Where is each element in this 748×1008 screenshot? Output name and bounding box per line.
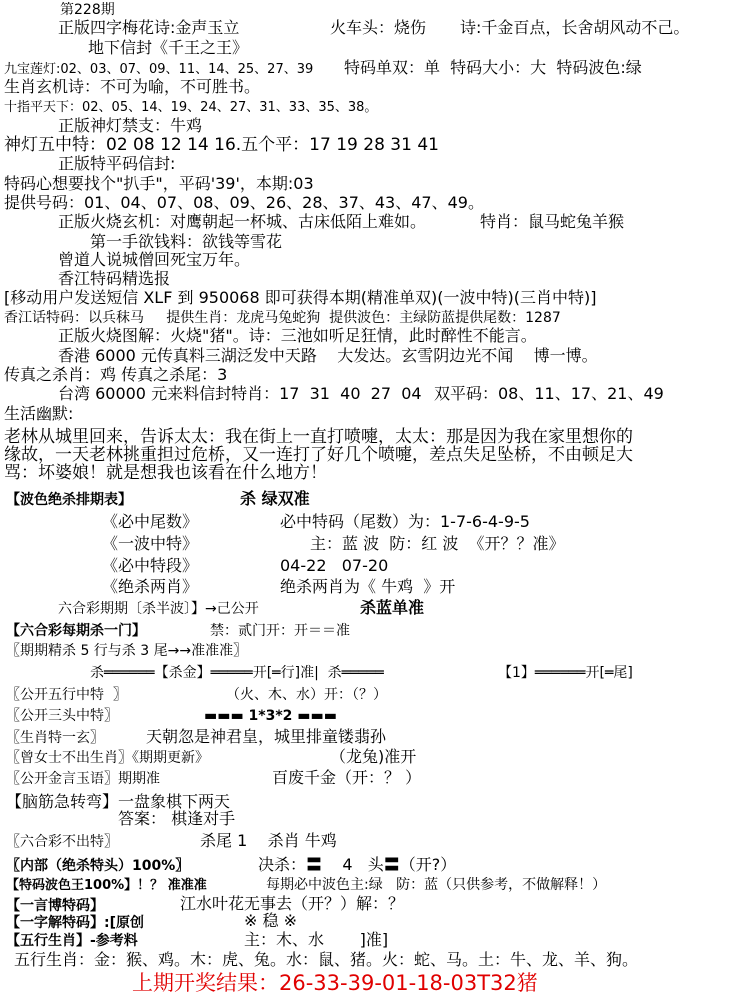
- zodiac-one-label: 〖生肖特一玄〗: [6, 730, 104, 746]
- god-lamp-five-numbers: 神灯五中特：02 08 12 14 16.五个平：17 19 28 31 41: [4, 135, 439, 155]
- internal-kill-label: 〖内部（绝杀特头）100%〗: [6, 858, 190, 874]
- five-element-zodiacs: 五行生肖：金：猴、鸡。木：虎、兔。水：鼠、猪。火：蛇、马。土：牛、龙、羊、狗。: [14, 950, 639, 969]
- zodiac-one-value: 天朝忽是神君皇，城里排童镂翡孙: [146, 727, 387, 746]
- special-code-hint: 特码心想要找个"扒手"，平码'39'，本期:03: [4, 174, 314, 193]
- golden-words-label: 〖公开金言玉语〗期期准: [6, 771, 160, 787]
- taoist-saying: 曾道人说城僧回死宝万年。: [58, 250, 251, 269]
- poem-text: 诗:千金百点，长舍胡风动不己。: [460, 18, 690, 37]
- sms-promo: [移动用户发送短信 XLF 到 950068 即可获得本期(精准单双)(一波中特)(三肖中特)]: [4, 288, 597, 307]
- public-three-label: 〖公开三头中特〗: [6, 708, 118, 724]
- special-envelope: 正版特平码信封:: [58, 154, 176, 173]
- kill-gate-value: 禁：贰门开：开＝＝准: [210, 623, 350, 639]
- madam-zeng-label: 〖曾女士不出生肖〗《期期更新》: [6, 750, 209, 766]
- humor-heading: 生活幽默:: [4, 404, 74, 423]
- one-word-value: 江水叶花无事去（开？）解：？: [180, 894, 405, 913]
- ten-fingers-numbers: 十指平天下：02、05、14、19、24、27、31、33、35、38。: [4, 100, 378, 115]
- humor-line-2: 缘故，一天老林挑重担过危桥，又一连打了好几个喷嚏，差点失足坠桥，不由顿足大: [4, 445, 633, 465]
- special-zodiacs: 特肖：鼠马蛇兔羊猴: [480, 212, 625, 231]
- madam-zeng-value: （龙兔)准开: [330, 747, 417, 766]
- provided-numbers: 提供号码：01、04、07、08、09、26、28、37、43、47、49。: [4, 193, 484, 212]
- public-three-value: ▬▬▬ 1*3*2 ▬▬▬: [204, 708, 337, 724]
- last-draw-result: 上期开奖结果：26-33-39-01-18-03T32猪: [132, 971, 538, 995]
- fire-mystery: 正版火烧玄机：对鹰朝起一杯城、古床低陌上难如。: [58, 212, 427, 231]
- half-wave-value: 杀蓝单准: [360, 598, 425, 617]
- one-wave-label: 《一波中特》: [102, 534, 199, 553]
- half-wave-label: 六合彩期期〔杀半波〕】→己公开: [58, 601, 259, 617]
- color-king-value: 每期必中波色主:绿 防：蓝（只供参考，不做解释！）: [266, 877, 607, 893]
- kill-two-label: 《绝杀两肖》: [102, 577, 199, 596]
- brain-teaser-answer: 答案： 棋逢对手: [118, 809, 236, 828]
- hongkong-special-talk: 香江话特码：以兵秣马 提供生肖：龙虎马兔蛇狗 提供波色：主绿防蓝提供尾数：1287: [4, 310, 561, 326]
- issue-number: 第228期: [60, 2, 115, 18]
- one-wave-value: 主：蓝 波 防：红 波 《开？？准》: [310, 534, 565, 553]
- five-elements-kill: 〖期期精杀 5 行与杀 3 尾→→准准准〗: [6, 643, 248, 659]
- one-char-value: ※ 稳 ※: [244, 911, 297, 930]
- brain-teaser: 【脑筋急转弯】一盘象棋下两天: [6, 792, 231, 811]
- five-zodiac-label: 【五行生肖】-参考料: [6, 933, 138, 949]
- humor-line-3: 骂：坏婆娘！就是想我也该看在什么地方！: [4, 463, 327, 483]
- kill-tail-line: 【1】══════开[═尾]: [498, 665, 633, 681]
- no-special-label: 〖六合彩不出特〗: [6, 834, 118, 850]
- taiwan-envelope: 台湾 60000 元来料信封特肖：17 31 40 27 04: [58, 384, 422, 403]
- kill-gold-line: 杀══════【杀金】═════开[═行]准| 杀═════: [90, 665, 384, 681]
- internal-kill-value: 决杀：〓 4 头〓（开?）: [258, 855, 457, 874]
- hongkong-fax: 香港 6000 元传真料三湖泛发中天路 大发达。玄雪阴边光不闻 博一博。: [58, 346, 598, 365]
- nine-lotus-lamp: 九宝莲灯:02、03、07、09、11、14、25、27、39: [4, 62, 314, 77]
- double-flat-numbers: 双平码：08、11、17、21、49: [434, 384, 664, 403]
- kill-gate-label: 【六合彩每期杀一门】: [6, 623, 146, 639]
- must-segment-label: 《必中特段》: [102, 556, 199, 575]
- public-five-value: （火、木、水）开：（？）: [226, 687, 387, 703]
- plum-poem: 正版四字梅花诗:金声玉立: [58, 18, 240, 37]
- underground-envelope: 地下信封《千王之王》: [88, 38, 249, 57]
- hongkong-selection: 香江特码精选报: [58, 269, 171, 288]
- fire-diagram: 正版火烧图解：火烧"猪"。诗：三池如听足狂情，此时醉性不能言。: [58, 326, 537, 345]
- must-tail-value: 必中特码（尾数）为：1-7-6-4-9-5: [280, 512, 530, 531]
- golden-words-value: 百废千金（开：？ ）: [272, 768, 422, 787]
- humor-line-1: 老林从城里回来，告诉太太：我在街上一直打喷嚏，太太：那是因为我在家里想你的: [4, 427, 633, 447]
- must-tail-label: 《必中尾数》: [102, 512, 199, 531]
- fax-kill: 传真之杀肖：鸡 传真之杀尾：3: [4, 365, 228, 384]
- no-special-value: 杀尾 1 杀肖 牛鸡: [200, 831, 337, 850]
- kill-two-value: 绝杀两肖为《 牛鸡 》开: [280, 577, 456, 596]
- must-segment-value: 04-22 07-20: [280, 556, 389, 575]
- color-king-label: 【特码波色王100%】！？ 准准准: [6, 878, 207, 893]
- color-kill-value: 杀 绿双准: [240, 489, 310, 508]
- god-lamp-ban: 正版神灯禁支：牛鸡: [58, 116, 203, 135]
- train-head: 火车头：烧伤: [330, 18, 427, 37]
- first-hand-material: 第一手欲钱料：欲钱等雪花: [90, 232, 283, 251]
- zodiac-mystery-poem: 生肖玄机诗：不可为喻，不可胜书。: [4, 77, 261, 96]
- special-code-attributes: 特码单双：单 特码大小：大 特码波色:绿: [344, 58, 642, 77]
- public-five-label: 〖公开五行中特 〗: [6, 687, 127, 703]
- one-word-label: 【一言博特码】: [6, 898, 104, 914]
- one-char-label: 【一字解特码】:[原创: [6, 915, 144, 931]
- color-kill-title: 【波色绝杀排期表】: [6, 492, 132, 508]
- five-zodiac-value: 主：木、水 ]准]: [244, 930, 389, 949]
